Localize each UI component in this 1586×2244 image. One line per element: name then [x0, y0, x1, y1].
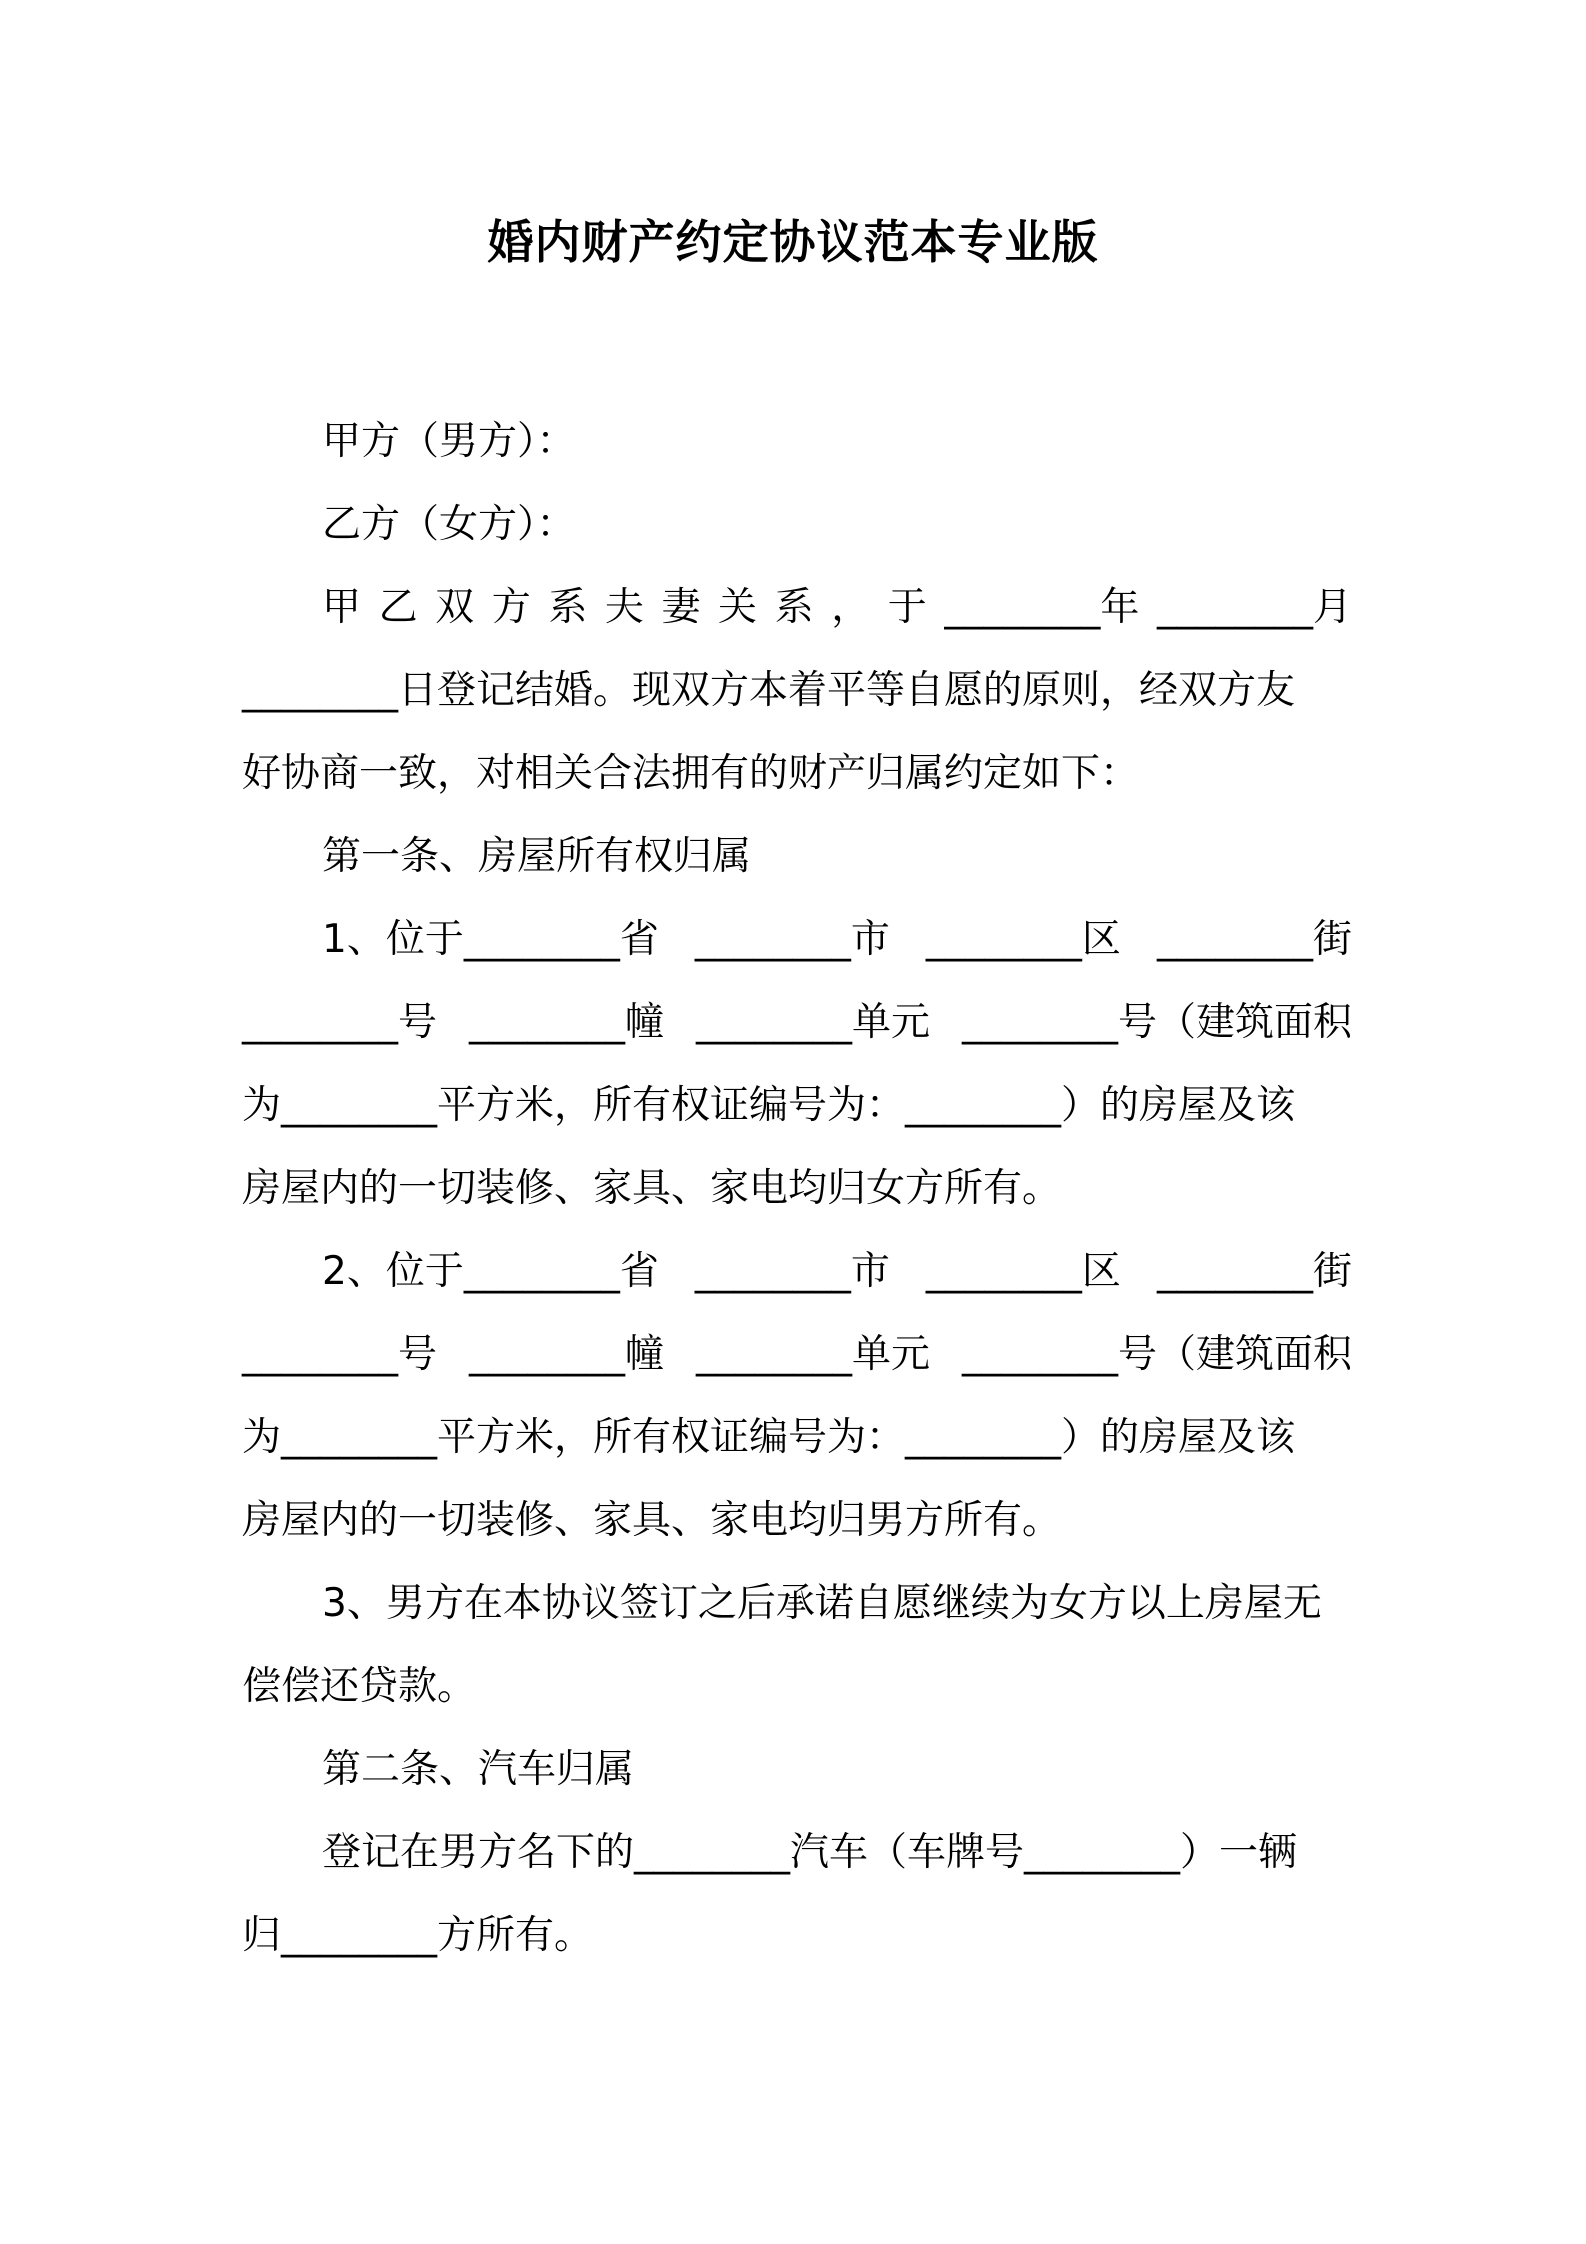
article-2-heading: 第二条、汽车归属: [322, 1747, 635, 1792]
item-1-line-3: [242, 1078, 1352, 1134]
item-1-line-4: 房屋内的一切装修、家具、家电均归女方所有。: [242, 1166, 1062, 1211]
intro-char: 双: [435, 585, 475, 630]
item-2-line-2: [242, 1327, 1352, 1383]
article-2-line-2: 归________方所有。: [242, 1913, 594, 1958]
area-cert-text: 为________平方米，所有权证编号为：________）的房屋及该: [242, 1415, 1296, 1460]
intro-line-2: [242, 663, 1352, 719]
intro-line-1: [322, 580, 1352, 636]
month-blank: ________月: [1156, 585, 1352, 630]
intro-char: ，: [831, 585, 871, 630]
intro-char: 系: [774, 585, 814, 630]
address-segment: ________街: [1156, 1249, 1352, 1294]
address-segment: ________幢: [468, 1332, 664, 1377]
address-segment: ________区: [925, 1249, 1121, 1294]
item-2-line-4: 房屋内的一切装修、家具、家电均归男方所有。: [242, 1498, 1062, 1543]
intro-char: 方: [491, 585, 531, 630]
address-segment: ________市: [694, 1249, 890, 1294]
address-segment: ________市: [694, 917, 890, 962]
intro-char: 甲: [322, 585, 362, 630]
intro-char: 系: [548, 585, 588, 630]
intro-char: 妻: [661, 585, 701, 630]
address-segment: ________幢: [468, 1000, 664, 1045]
intro-char: 乙: [378, 585, 418, 630]
address-segment: 1、位于________省: [322, 917, 659, 962]
address-segment: ________号（建筑面积: [961, 1332, 1352, 1377]
item-1-line-2: [242, 995, 1352, 1051]
intro-char: 关: [718, 585, 758, 630]
area-cert-text: 为________平方米，所有权证编号为：________）的房屋及该: [242, 1083, 1296, 1128]
address-segment: ________街: [1156, 917, 1352, 962]
party-a-label: 甲方（男方）：: [322, 419, 576, 464]
party-b-label: 乙方（女方）：: [322, 502, 576, 547]
address-segment: ________单元: [695, 1332, 930, 1377]
address-segment: ________区: [925, 917, 1121, 962]
address-segment: ________号（建筑面积: [961, 1000, 1352, 1045]
year-blank: ________年: [944, 585, 1140, 630]
intro-char: 于: [887, 585, 927, 630]
intro-text: ________日登记结婚。现双方本着平等自愿的原则，经双方友: [242, 668, 1296, 713]
item-2-line-1: [322, 1244, 1352, 1300]
address-segment: 2、位于________省: [322, 1249, 659, 1294]
address-segment: ________号: [242, 1332, 438, 1377]
address-segment: ________号: [242, 1000, 438, 1045]
item-3-line-1: 3、男方在本协议签订之后承诺自愿继续为女方以上房屋无: [322, 1581, 1322, 1626]
page-title: 婚内财产约定协议范本专业版: [487, 215, 1099, 269]
item-2-line-3: [242, 1410, 1352, 1466]
address-segment: ________单元: [695, 1000, 930, 1045]
article-1-heading: 第一条、房屋所有权归属: [322, 834, 752, 879]
intro-char: 夫: [604, 585, 644, 630]
item-1-line-1: [322, 912, 1352, 968]
item-3-line-2: 偿偿还贷款。: [242, 1664, 477, 1709]
article-2-line-1: 登记在男方名下的________汽车（车牌号________）一辆: [322, 1830, 1298, 1875]
intro-line-3: 好协商一致，对相关合法拥有的财产归属约定如下：: [242, 751, 1140, 796]
